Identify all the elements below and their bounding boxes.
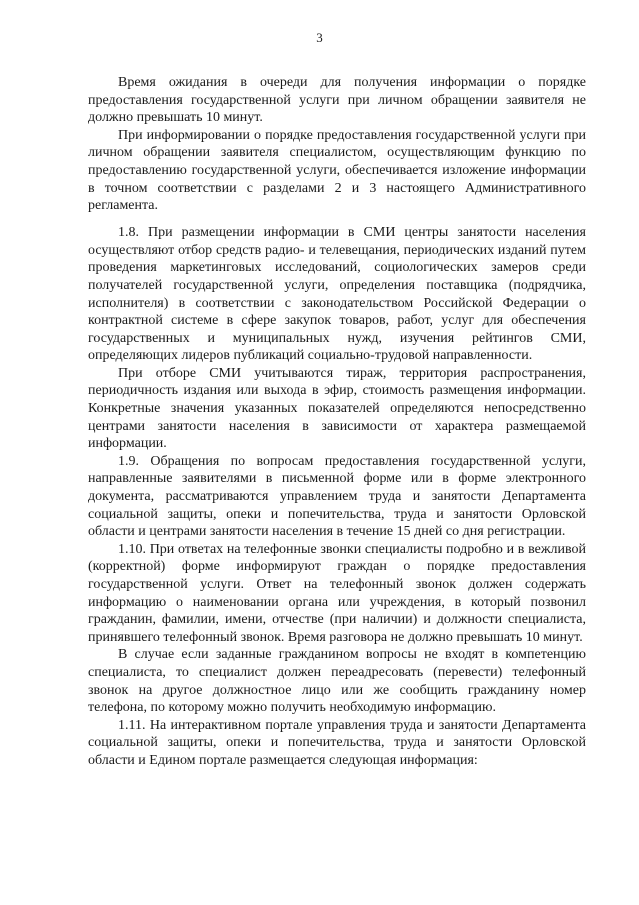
document-body xyxy=(88,74,586,770)
paragraph-1-9-written-requests: 1.9. Обращения по вопросам предоставления государственной услуги, направленные заявителями в письменной форме или в форме электронного документа, рассматриваются управлением труда и занятости Департамента социальной защиты, опеки и попечительства, труда и занятости Орловской области и центрами занятости населения в течение 15 дней со дня регистрации. xyxy=(88,453,586,540)
paragraph-informing-personal-visit: При информировании о порядке предоставления государственной услуги при личном обращении заявителя специалистом, осуществляющим функцию по предоставлению государственной услуги, обеспечивается изложение информации в точном соответствии с разделами 2 и 3 настоящего Административного регламента. xyxy=(88,127,586,214)
paragraph-1-10-phone-calls: 1.10. При ответах на телефонные звонки специалисты подробно и в вежливой (корректной) форме информируют граждан о порядке предоставления государственной услуги. Ответ на телефонный звонок должен содержать информацию о наименовании органа или учреждения, в который позвонил гражданин, фамилии, имени, отчестве (при наличии) и должности специалиста, принявшего телефонный звонок. Время разговора не должно превышать 10 минут. xyxy=(88,541,586,645)
paragraph-1-11-portal-info: 1.11. На интерактивном портале управления труда и занятости Департамента социальной защиты, опеки и попечительства, труда и занятости Орловской области и Едином портале размещается следующая информация: xyxy=(88,717,586,768)
page-number: 3 xyxy=(316,30,323,45)
paragraph-media-criteria: При отборе СМИ учитываются тираж, территория распространения, периодичность издания или выхода в эфир, стоимость размещения информации. Конкретные значения указанных показателей определяются непосредственно центрами занятости населения в зависимости от характера размещаемой информации. xyxy=(88,365,586,452)
paragraph-call-redirection: В случае если заданные гражданином вопросы не входят в компетенцию специалиста, то специалист должен переадресовать (перевести) телефонный звонок на другое должностное лицо или же сообщить гражданину номер телефона, по которому можно получить необходимую информацию. xyxy=(88,647,586,716)
paragraph-queue-wait-time: Время ожидания в очереди для получения информации о порядке предоставления государственной услуги при личном обращении заявителя не должно превышать 10 минут. xyxy=(88,75,586,126)
paragraph-1-8-media-selection: 1.8. При размещении информации в СМИ центры занятости населения осуществляют отбор средств радио- и телевещания, периодических изданий путем проведения маркетинговых исследований, социологических замеров среди получателей государственной услуги, определения поставщика (подрядчика, исполнителя) в соответствии с законодательством Российской Федерации о контрактной системе в сфере закупок товаров, работ, услуг для обеспечения государственных и муниципальных нужд, изучения рейтингов СМИ, определяющих лидеров публикаций социально-трудовой направленности. xyxy=(88,225,586,364)
